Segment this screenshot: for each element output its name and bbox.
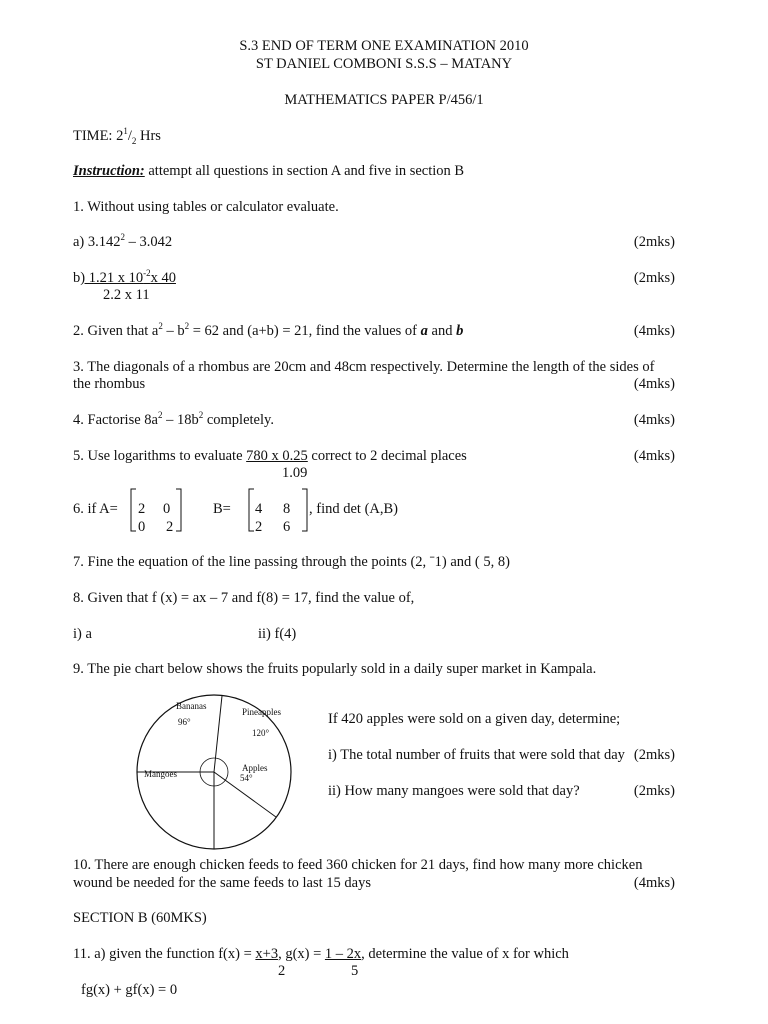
pie-slice-label: Pineapples	[242, 707, 281, 717]
question-5-marks: (4mks)	[633, 448, 675, 464]
question-1b-marks: (2mks)	[633, 270, 675, 286]
matrix-b-cell: 6	[283, 519, 291, 535]
fraction-numerator: 1 – 2x	[324, 946, 362, 962]
question-2: 2. Given that $a^2 - b^2 = 62$ and (a+b) = 21, find the values of a and b	[73, 321, 464, 339]
fraction-denominator: 5	[351, 963, 359, 979]
question-10-line2: wound be needed for the same feeds to last 15 days	[73, 875, 371, 891]
pie-slice-label: Bananas	[176, 701, 207, 711]
fraction-numerator: ) 1.21 x $10^{-2}x$ 40	[80, 268, 176, 286]
exam-title: S.3 END OF TERM ONE EXAMINATION 2010	[239, 38, 529, 54]
matrix-a-cell: 2	[166, 519, 174, 535]
question-7: 7. Fine the equation of the line passing through the points (2, ˉ1) and ( 5, 8)	[73, 554, 510, 570]
matrix-b-cell: 2	[255, 519, 263, 535]
paper-title: MATHEMATICS PAPER P/456/1	[284, 92, 484, 108]
fraction-denominator: 2.2 x 11	[103, 287, 150, 303]
matrix-a-brackets	[128, 487, 184, 533]
question-11-equation: fg(x) + gf(x) = 0	[81, 982, 178, 998]
question-6-label: 6. if A=	[73, 501, 118, 517]
school-name: ST DANIEL COMBONI S.S.S – MATANY	[255, 56, 513, 72]
question-3-line2: the rhombus	[73, 376, 146, 392]
question-10-marks: (4mks)	[633, 875, 675, 891]
question-8-i: i) a	[73, 626, 92, 642]
question-9-i: i) The total number of fruits that were sold that day	[328, 747, 625, 763]
question-6-text: , find det (A,B)	[309, 501, 398, 517]
question-1b: b) 1.21 x $10^{-2}x$ 40	[73, 268, 176, 286]
fraction-denominator: 1.09	[282, 465, 308, 481]
section-b-title: SECTION B (60MKS)	[73, 910, 207, 926]
fraction-denominator: 2	[278, 963, 286, 979]
question-9-ii: ii) How many mangoes were sold that day?	[328, 783, 580, 799]
fraction-numerator: 780 x 0.25	[246, 448, 308, 464]
question-1a: a) 3.142$^2$ – 3.042	[73, 232, 173, 250]
question-9-given: If 420 apples were sold on a given day, determine;	[328, 711, 621, 727]
matrix-b-cell: 8	[283, 501, 291, 517]
question-11a: 11. a) given the function f(x) = x+3, g(x) = 1 – 2x, determine the value of x for which	[73, 946, 569, 962]
pie-angle-label: 96°	[178, 717, 191, 727]
question-9-i-marks: (2mks)	[633, 747, 675, 763]
question-9: 9. The pie chart below shows the fruits popularly sold in a daily super market in Kampala.	[73, 661, 597, 677]
matrix-b-cell: 4	[255, 501, 263, 517]
pie-chart	[128, 692, 300, 852]
question-8-ii: ii) f(4)	[258, 626, 297, 642]
question-1a-marks: (2mks)	[633, 234, 675, 250]
matrix-a-cell: 0	[138, 519, 146, 535]
instruction-label: Instruction:	[73, 163, 145, 179]
question-3-marks: (4mks)	[633, 376, 675, 392]
question-8: 8. Given that f (x) = ax – 7 and f(8) = 17, find the value of,	[73, 590, 415, 606]
pie-slice-boundary	[214, 695, 222, 772]
pie-angle-label: 54°	[240, 773, 253, 783]
question-5: 5. Use logarithms to evaluate 780 x 0.25 correct to 2 decimal places	[73, 448, 467, 464]
instruction-line: Instruction: attempt all questions in section A and five in section B	[73, 163, 465, 179]
time-line: TIME: $2^1/_2$ Hrs	[73, 126, 161, 146]
question-9-ii-marks: (2mks)	[633, 783, 675, 799]
question-4: 4. Factorise $8a^2 - 18b^2$ completely.	[73, 410, 274, 428]
question-4-marks: (4mks)	[633, 412, 675, 428]
question-10: 10. There are enough chicken feeds to feed 360 chicken for 21 days, find how many more chicken	[73, 857, 643, 873]
question-3: 3. The diagonals of a rhombus are 20cm and 48cm respectively. Determine the length of the sides of	[73, 359, 655, 375]
question-2-marks: (4mks)	[633, 323, 675, 339]
pie-slice-label: Apples	[242, 763, 268, 773]
fraction-numerator: x+3	[255, 946, 279, 962]
question-1: 1. Without using tables or calculator evaluate.	[73, 199, 339, 215]
pie-angle-label: 120°	[252, 728, 270, 738]
pie-slice-label: Mangoes	[144, 769, 177, 779]
matrix-a-cell: 2	[138, 501, 146, 517]
matrix-b-label: B=	[213, 501, 231, 517]
matrix-a-cell: 0	[163, 501, 171, 517]
